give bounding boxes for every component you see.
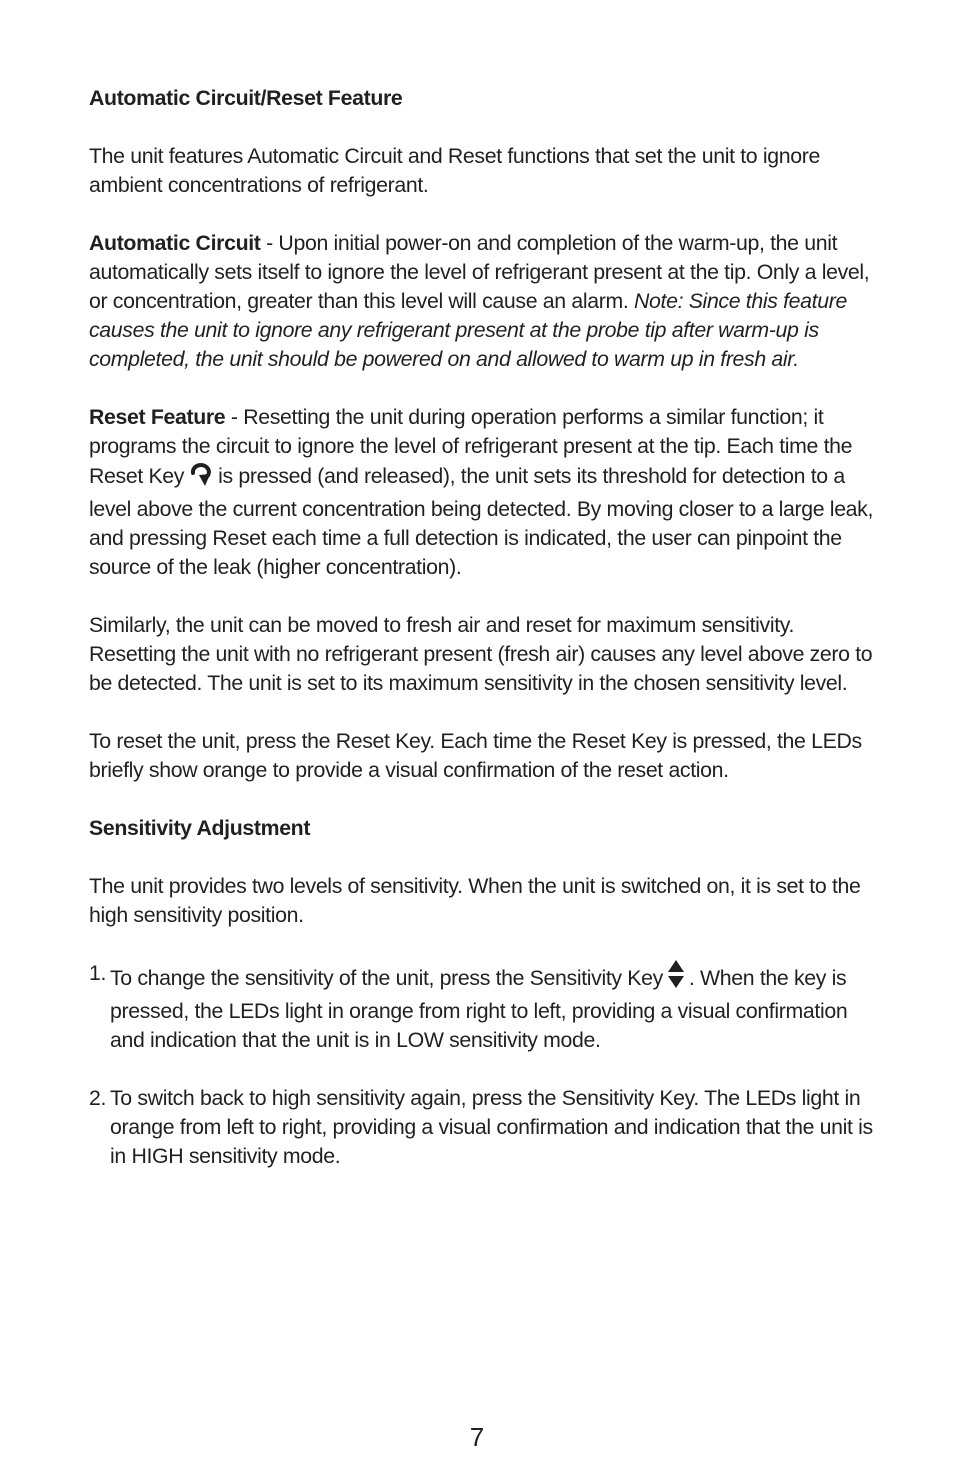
list-item-text-after: . When the key is pressed, the LEDs light in orange from right to left, providing a visual confirmation and indication that the unit is in LOW sensitivity mode. (110, 966, 848, 1052)
automatic-circuit-text: - Upon initial power-on and completion of the warm-up, the unit automatically sets itself to ignore the level of refrigerant present at the tip. Only a level, or concentration, greater than this level will cause an alarm. (89, 231, 870, 313)
section-heading-automatic-circuit-reset: Automatic Circuit/Reset Feature (89, 86, 403, 110)
reset-feature-paragraph (89, 403, 879, 582)
page-number: 7 (469, 1422, 485, 1452)
list-item-text: To switch back to high sensitivity again, press the Sensitivity Key. The LEDs light in orange from left to right, providing a visual confirmation and indication that the unit is in HIGH sensitivity mode. (110, 1086, 873, 1168)
automatic-circuit-lead: Automatic Circuit (89, 231, 261, 255)
reset-feature-text-after: is pressed (and released), the unit sets its threshold for detection to a level above the current concentration being detected. By moving closer to a large leak, and pressing Reset each time a full detection is indicated, the user can pinpoint the source of the leak (higher concentration). (89, 464, 874, 579)
list-item (89, 1084, 879, 1171)
list-item-number: 2. (89, 1086, 107, 1110)
manual-page (89, 84, 879, 1200)
list-item (89, 959, 879, 1055)
section-heading-sensitivity-adjustment: Sensitivity Adjustment (89, 816, 311, 840)
intro-paragraph: The unit features Automatic Circuit and Reset functions that set the unit to ignore ambient concentrations of refrigerant. (89, 144, 820, 197)
reset-feature-text-before: - Resetting the unit during operation performs a similar function; it programs the circuit to ignore the level of refrigerant present at the tip. Each time the Reset Key (89, 405, 853, 488)
similarly-paragraph: Similarly, the unit can be moved to fresh air and reset for maximum sensitivity. Resetting the unit with no refrigerant present (fresh air) causes any level above zero to be detected. The unit is set to its maximum sensitivity in the chosen sensitivity level. (89, 613, 873, 695)
list-item-number: 1. (89, 961, 107, 985)
automatic-circuit-note: Note: Since this feature causes the unit to ignore any refrigerant present at the probe tip after warm-up is completed, the unit should be powered on and allowed to warm up in fresh air. (89, 289, 847, 371)
list-item-text (110, 959, 879, 1055)
reset-feature-lead: Reset Feature (89, 405, 226, 429)
list-item-text-before: To change the sensitivity of the unit, press the Sensitivity Key (110, 966, 663, 990)
reset-arrow-icon (188, 461, 214, 495)
to-reset-paragraph: To reset the unit, press the Reset Key. Each time the Reset Key is pressed, the LEDs briefly show orange to provide a visual confirmation of the reset action. (89, 729, 862, 782)
sensitivity-up-down-icon (667, 959, 685, 997)
automatic-circuit-paragraph (89, 229, 879, 374)
sensitivity-intro-paragraph: The unit provides two levels of sensitivity. When the unit is switched on, it is set to the high sensitivity position. (89, 874, 861, 927)
